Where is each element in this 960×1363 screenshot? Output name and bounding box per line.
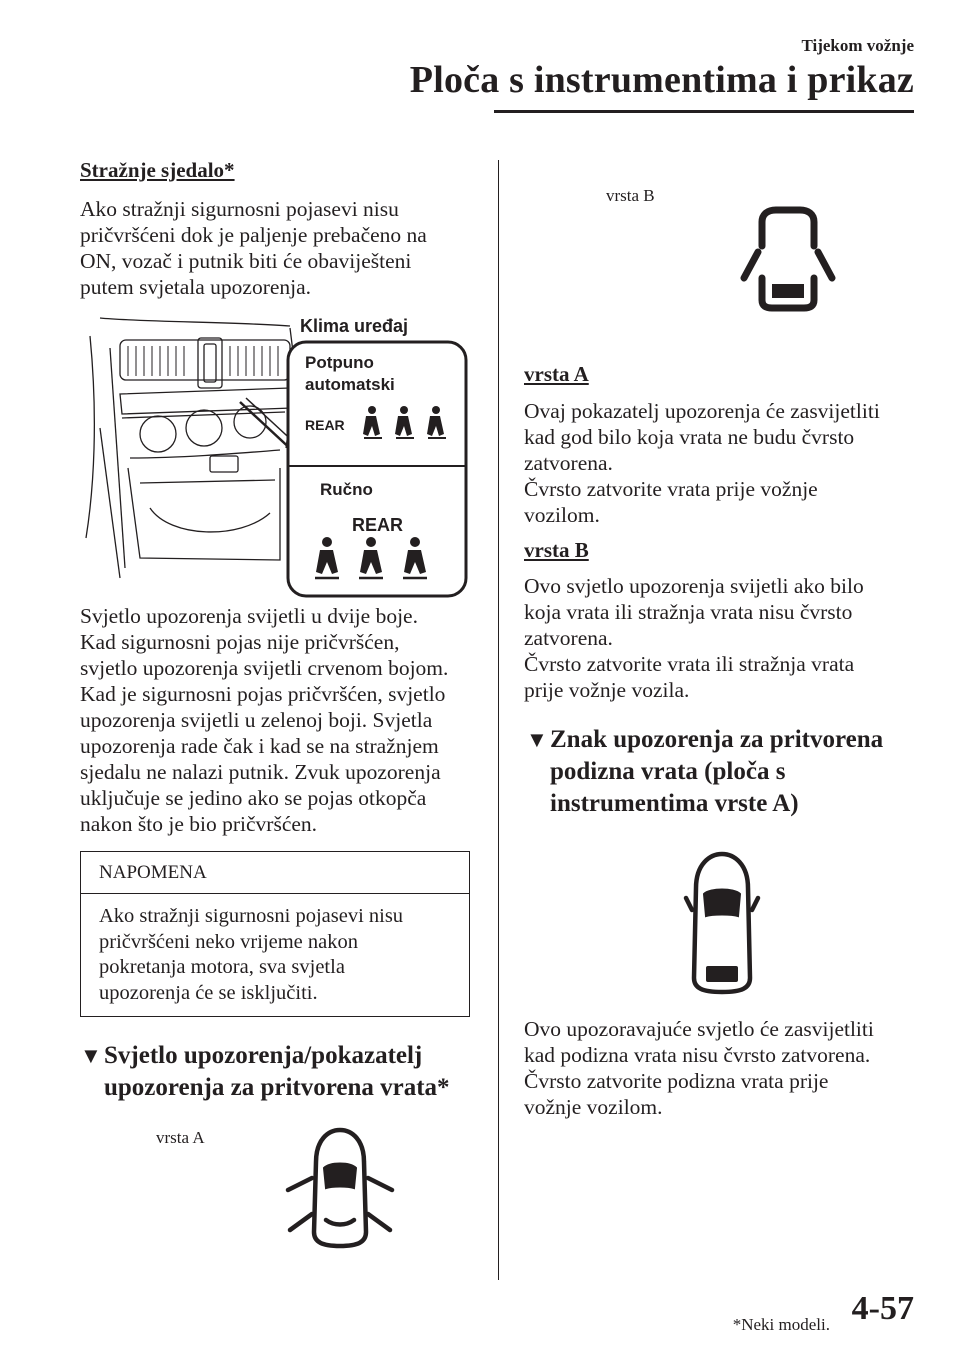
figure-label-auto <box>305 352 395 396</box>
triangle-marker-icon: ▼ <box>80 1043 102 1068</box>
figure-label-auto-line: Potpuno <box>305 353 374 372</box>
text-line: sjedalu ne nalazi putnik. Zvuk upozorenja <box>80 760 441 784</box>
text-line: Kad je sigurnosni pojas pričvršćen, svjetlo <box>80 682 446 706</box>
text-line: kad podizna vrata nisu čvrsto zatvorena. <box>524 1043 871 1067</box>
text-line: upozorenja svijetli u zelenoj boji. Svjetla <box>80 708 433 732</box>
caption-type-b: vrsta B <box>606 186 655 205</box>
type-a-paragraph <box>524 398 880 528</box>
text-line: zatvorena. <box>524 451 613 475</box>
text-line: vožnje vozilom. <box>524 1095 663 1119</box>
text-line: koja vrata ili stražnja vrata nisu čvrsto <box>524 600 853 624</box>
section-heading-line: Svjetlo upozorenja/pokazatelj <box>104 1042 423 1069</box>
text-line: Ako stražnji sigurnosni pojasevi nisu <box>80 197 399 221</box>
section-heading-line: upozorenja za pritvorena vrata* <box>104 1074 450 1101</box>
text-line: Čvrsto zatvorite podizna vrata prije <box>524 1069 829 1093</box>
type-b-heading: vrsta B <box>524 538 589 562</box>
triangle-marker-icon: ▼ <box>526 727 548 752</box>
figure-label-rear-small: REAR <box>305 417 345 433</box>
figure-label-auto-line: automatski <box>305 375 395 394</box>
section-heading-line: podizna vrata (ploča s <box>550 758 786 785</box>
text-line: prije vožnje vozila. <box>524 678 690 702</box>
note-title: NAPOMENA <box>81 852 469 894</box>
note-box <box>80 851 470 1017</box>
text-line: putem svjetala upozorenja. <box>80 275 312 299</box>
climate-control-figure <box>80 308 470 603</box>
text-line: kad god bilo koja vrata ne budu čvrsto <box>524 425 855 449</box>
text-line: svjetlo upozorenja svijetli crvenom bojom. <box>80 656 449 680</box>
figure-label-climate: Klima uređaj <box>300 316 409 336</box>
text-line: Čvrsto zatvorite vrata prije vožnje <box>524 477 818 501</box>
text-line: pokretanja motora, sva svjetla <box>99 956 345 978</box>
text-line: upozorenja rade čak i kad se na stražnjem <box>80 734 439 758</box>
rear-seat-heading: Stražnje sjedalo* <box>80 158 235 182</box>
page-title: Ploča s instrumentima i prikaz <box>409 59 914 101</box>
text-line: pričvršćeni neko vrijeme nakon <box>99 930 359 953</box>
header-rule <box>494 110 914 113</box>
text-line: nakon što je bio pričvršćen. <box>80 812 318 836</box>
text-line: vozilom. <box>524 503 600 527</box>
note-text <box>99 904 403 1006</box>
section-heading-line: instrumentima vrste A) <box>550 790 799 817</box>
text-line: Svjetlo upozorenja svijetli u dvije boje. <box>80 604 418 628</box>
text-line: ON, vozač i putnik biti će obaviješteni <box>80 249 412 273</box>
color-explanation-paragraph <box>80 603 448 837</box>
column-divider <box>498 160 499 1280</box>
door-ajar-type-a-icon <box>278 1122 402 1250</box>
door-warning-section-heading <box>80 1040 490 1104</box>
caption-type-a: vrsta A <box>156 1128 205 1147</box>
liftgate-warning-section-heading <box>526 724 926 820</box>
text-line: upozorenja će se isključiti. <box>99 981 318 1004</box>
chapter-label: Tijekom vožnje <box>801 36 914 55</box>
door-ajar-type-b-icon <box>736 202 840 314</box>
text-line: Čvrsto zatvorite vrata ili stražnja vrata <box>524 652 855 676</box>
text-line: pričvršćeni dok je paljenje prebačeno na <box>80 223 427 247</box>
rear-seat-paragraph <box>80 196 427 300</box>
liftgate-ajar-icon <box>680 848 764 998</box>
text-line: Ako stražnji sigurnosni pojasevi nisu <box>99 905 404 927</box>
text-line: uključuje se jedino ako se pojas otkopča <box>80 786 427 810</box>
figure-label-manual: Ručno <box>320 480 373 499</box>
text-line: Ovaj pokazatelj upozorenja će zasvijetliti <box>524 399 880 423</box>
type-b-paragraph <box>524 573 864 703</box>
figure-label-rear-large: REAR <box>352 515 404 535</box>
liftgate-paragraph <box>524 1016 874 1120</box>
footnote: *Neki modeli. <box>732 1315 830 1334</box>
text-line: Kad sigurnosni pojas nije pričvršćen, <box>80 630 400 654</box>
type-a-heading: vrsta A <box>524 362 589 386</box>
text-line: zatvorena. <box>524 626 613 650</box>
section-heading-line: Znak upozorenja za pritvorena <box>550 726 884 753</box>
text-line: Ovo upozoravajuće svjetlo će zasvijetliti <box>524 1017 874 1041</box>
page-number: 4-57 <box>851 1290 914 1327</box>
text-line: Ovo svjetlo upozorenja svijetli ako bilo <box>524 574 864 598</box>
